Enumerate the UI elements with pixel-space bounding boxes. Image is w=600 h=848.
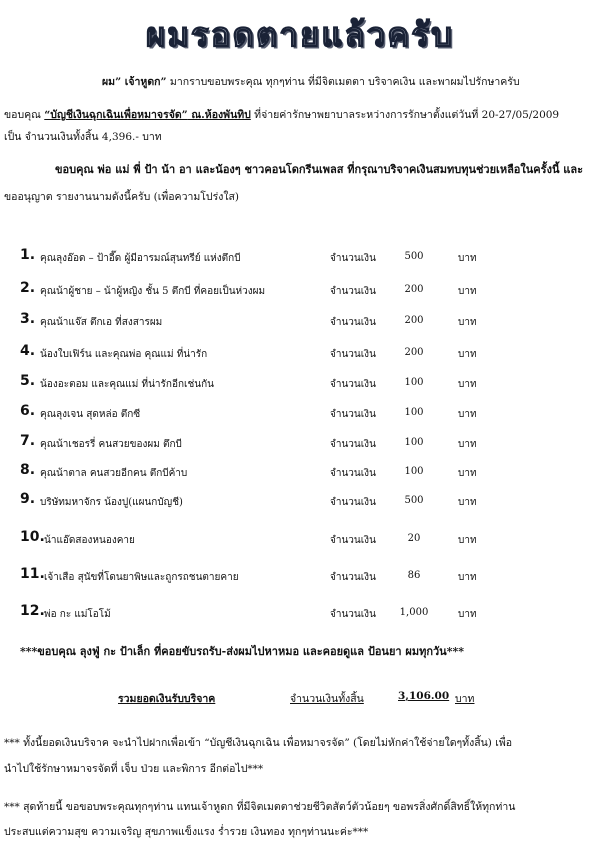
donor-row (0, 280, 600, 301)
donor-name: คุณน้าแจ๊ส ตึกเอ ที่สงสารผม (40, 317, 163, 328)
donor-name: บริษัทมหาจักร น้องปู(แผนกบัญชี) (40, 497, 183, 508)
donor-amount: 100 (404, 437, 424, 448)
donor-unit: บาท (458, 535, 477, 546)
donor-name: คุณน้าเชอรรี่ คนสวยของผม ตึกบี (40, 439, 182, 450)
donor-number: 9. (20, 491, 36, 507)
donor-amount-label: จำนวนเงิน (330, 572, 376, 583)
donor-amount: 86 (407, 570, 421, 581)
donor-row (0, 566, 600, 587)
intro-line (102, 73, 520, 90)
donor-amount-label: จำนวนเงิน (330, 379, 376, 390)
donor-row (0, 403, 600, 424)
donor-amount: 500 (404, 251, 424, 262)
donor-row (0, 247, 600, 268)
fund-donor: ณ.ห้องพันทิป (187, 109, 251, 121)
donor-unit: บาท (458, 409, 477, 420)
donor-amount: 100 (404, 377, 424, 388)
thanks-fund-line (4, 106, 559, 123)
donor-name: คุณลุงเจน สุดหล่อ ตึกซี (40, 409, 141, 420)
donor-amount-label: จำนวนเงิน (330, 317, 376, 328)
donor-amount: 200 (404, 315, 424, 326)
donor-number: 2. (20, 280, 36, 296)
fund-total-line: เป็น จำนวนเงินทั้งสิ้น 4,396.- บาท (4, 131, 162, 143)
donor-unit: บาท (458, 349, 477, 360)
donor-number: 1. (20, 247, 36, 263)
thanks-fund-rest: ที่จ่ายค่ารักษาพยาบาลระหว่างการรักษาตั้งแต่วันที่ 20-27/05/2009 (250, 109, 560, 121)
donor-name: น้องอะตอม และคุณแม่ ที่น่ารักอีกเช่นกัน (40, 379, 214, 390)
intro-prefix: ผม (102, 76, 116, 88)
donor-amount-label: จำนวนเงิน (330, 535, 376, 546)
intro-quoted: ” เจ้าหูดก” (115, 76, 167, 88)
donor-name: คุณน้าตาล คนสวยอีกคน ตึกบีค้าบ (40, 468, 188, 479)
donor-row (0, 373, 600, 394)
donor-amount-label: จำนวนเงิน (330, 409, 376, 420)
donor-amount: 1,000 (399, 607, 429, 618)
thanks-family: ขอบคุณ พ่อ แม่ พี่ ป้า น้า อา และน้องๆ ชาวคอนโดกรีนเพลส ที่กรุณาบริจาคเงินสมทบทุนช่วยเหลือในครั้งนี้ และ (55, 163, 584, 176)
donor-number: 4. (20, 343, 36, 359)
donor-name: เจ้าเสือ สุนัขที่โดนยาพิษและถูกรถชนตายคาย (44, 572, 239, 583)
donor-unit: บาท (458, 286, 477, 297)
donor-number: 11. (20, 566, 45, 582)
final-line-1: *** สุดท้ายนี้ ขอขอบพระคุณทุกๆท่าน แทนเจ้าหูดก ที่มีจิตเมตตาช่วยชีวิตสัตว์ตัวน้อยๆ ขอพรสิ่งศักดิ์สิทธิ์ให้ทุกท่าน (4, 801, 516, 813)
donor-row (0, 529, 600, 550)
total-label: รวมยอดเงินรับบริจาค (118, 693, 216, 705)
thanks-fund-lead: ขอบคุณ (4, 109, 41, 121)
note-line-2: นำไปใช้รักษาหมาจรจัดที่ เจ็บ ป่วย และพิการ อีกต่อไป*** (4, 763, 264, 775)
donor-row (0, 462, 600, 483)
donor-amount: 200 (404, 284, 424, 295)
donor-number: 7. (20, 433, 36, 449)
donor-amount-label: จำนวนเงิน (330, 349, 376, 360)
donor-unit: บาท (458, 609, 477, 620)
total-text: จำนวนเงินทั้งสิ้น (290, 693, 364, 705)
donor-amount-label: จำนวนเงิน (330, 253, 376, 264)
donor-amount-label: จำนวนเงิน (330, 468, 376, 479)
total-amount: 3,106.00 (398, 690, 450, 702)
donor-name: คุณลุงอ๊อด – ป้าอี๊ด ผู้มีอารมณ์สุนทรีย์ แห่งตึกบี (40, 253, 241, 264)
donor-amount: 200 (404, 347, 424, 358)
donor-unit: บาท (458, 497, 477, 508)
total-unit: บาท (455, 693, 475, 705)
donor-unit: บาท (458, 439, 477, 450)
thanks-uncle: ***ขอบคุณ ลุงฟู่ กะ ป้าเล็ก ที่คอยขับรถรับ-ส่งผมไปหาหมอ และคอยดูแล ป้อนยา ผมทุกวัน*** (20, 645, 464, 658)
permission-line: ขออนุญาต รายงานนามดังนี้ครับ (เพื่อความโปร่งใส) (4, 191, 239, 203)
donor-row (0, 311, 600, 332)
donor-unit: บาท (458, 253, 477, 264)
donor-amount: 100 (404, 466, 424, 477)
donor-number: 12. (20, 603, 45, 619)
donor-unit: บาท (458, 572, 477, 583)
donor-row (0, 343, 600, 364)
donor-amount-label: จำนวนเงิน (330, 439, 376, 450)
donor-amount: 500 (404, 495, 424, 506)
donor-amount: 20 (407, 533, 421, 544)
donor-number: 10. (20, 529, 45, 545)
page-title: ผมรอดตายแล้วครับ (145, 15, 455, 54)
donor-unit: บาท (458, 317, 477, 328)
donor-row (0, 603, 600, 624)
donor-number: 3. (20, 311, 36, 327)
fund-name: “บัญชีเงินฉุกเฉินเพื่อหมาจรจัด” (44, 109, 188, 121)
donor-amount-label: จำนวนเงิน (330, 497, 376, 508)
donor-number: 8. (20, 462, 36, 478)
donor-row (0, 433, 600, 454)
donor-row (0, 491, 600, 512)
final-line-2: ประสบแต่ความสุข ความเจริญ สุขภาพแข็งแรง ร่ำรวย เงินทอง ทุกๆท่านนะค่ะ*** (4, 826, 369, 838)
donor-name: คุณน้าผู้ชาย – น้าผู้หญิง ชั้น 5 ตึกบี ที่คอยเป็นห่วงผม (40, 286, 266, 297)
donor-amount-label: จำนวนเงิน (330, 286, 376, 297)
note-line-1: *** ทั้งนี้ยอดเงินบริจาค จะนำไปฝากเพื่อเข้า “บัญชีเงินฉุกเฉิน เพื่อหมาจรจัด” (โดยไม่หักค่าใช้จ่ายใดๆทั้งสิ้น) เพื่อ (4, 737, 513, 749)
donor-amount: 100 (404, 407, 424, 418)
intro-rest: มากราบขอบพระคุณ ทุกๆท่าน ที่มีจิตเมตตา บริจาคเงิน และพาผมไปรักษาครับ (166, 76, 520, 88)
donor-name: น้าแอ๊ดสองหนองคาย (44, 535, 135, 546)
donor-number: 5. (20, 373, 36, 389)
donor-amount-label: จำนวนเงิน (330, 609, 376, 620)
donor-number: 6. (20, 403, 36, 419)
donor-name: พ่อ กะ แม่โอโม้ (44, 609, 111, 620)
donor-unit: บาท (458, 468, 477, 479)
donor-unit: บาท (458, 379, 477, 390)
donor-name: น้องใบเฟิร์น และคุณพ่อ คุณแม่ ที่น่ารัก (40, 349, 208, 360)
